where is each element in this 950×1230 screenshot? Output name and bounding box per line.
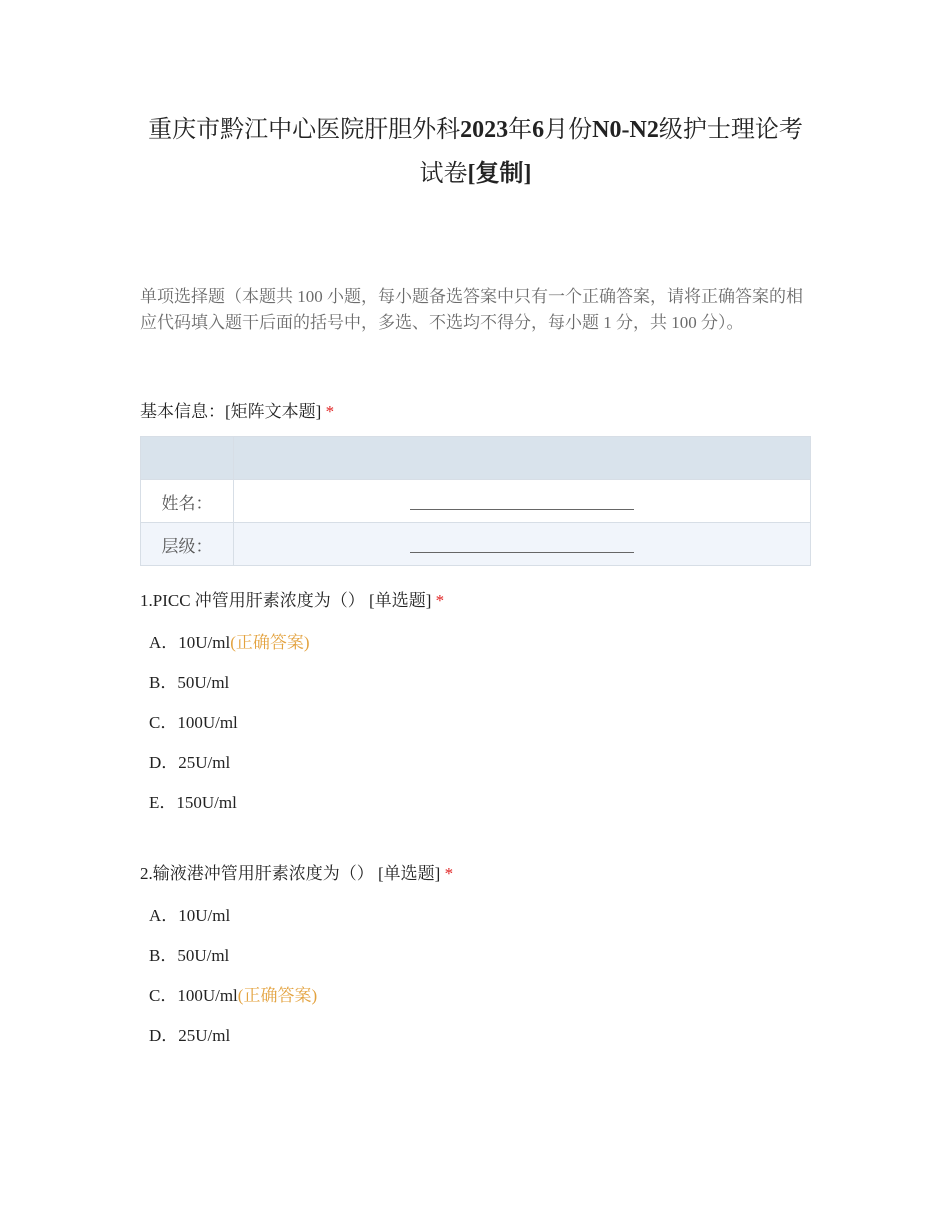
option-c[interactable] <box>149 976 811 1016</box>
option-text: B．50U/ml <box>149 673 230 692</box>
title-level: N0-N2 <box>592 117 659 143</box>
question-2 <box>140 862 811 1056</box>
option-text: A．10U/ml <box>149 633 231 652</box>
required-mark: * <box>325 402 335 421</box>
matrix-header-value-cell <box>234 437 811 480</box>
level-blank-line <box>410 538 634 553</box>
option-text: B．50U/ml <box>149 946 230 965</box>
page-title <box>140 108 811 196</box>
option-d[interactable] <box>149 1016 811 1056</box>
option-text: E．150U/ml <box>149 793 237 812</box>
required-mark: * <box>444 864 454 883</box>
question-2-options <box>140 896 811 1056</box>
name-label: 姓名： <box>141 480 234 523</box>
title-copy: [复制] <box>467 161 532 187</box>
option-b[interactable] <box>149 936 811 976</box>
title-part1: 重庆市黔江中心医院肝胆外科 <box>148 117 461 143</box>
question-1 <box>140 589 811 823</box>
name-blank-line <box>410 495 634 510</box>
level-label: 层级： <box>141 523 234 566</box>
instructions-text: 单项选择题（本题共 100 小题，每小题备选答案中只有一个正确答案，请将正确答案的相应代码填入题干后面的括号中，多选、不选均不得分，每小题 1 分，共 100 分）。 <box>140 287 803 332</box>
basic-info-label <box>140 400 811 424</box>
question-stem <box>140 862 811 886</box>
option-text: C．100U/ml <box>149 713 238 732</box>
basic-info-title: 基本信息：[矩阵文本题] <box>140 402 322 421</box>
matrix-row-level <box>141 523 811 566</box>
level-input[interactable] <box>234 523 811 566</box>
matrix-header-label-cell <box>141 437 234 480</box>
matrix-header-row <box>141 437 811 480</box>
option-a[interactable] <box>149 623 811 663</box>
title-part2: 年 <box>508 117 533 143</box>
question-1-text: 1.PICC 冲管用肝素浓度为（） [单选题] <box>140 591 432 610</box>
required-mark: * <box>435 591 445 610</box>
option-text: D．25U/ml <box>149 753 231 772</box>
option-text: D．25U/ml <box>149 1026 231 1045</box>
option-b[interactable] <box>149 663 811 703</box>
exam-page <box>140 0 811 1056</box>
option-text: C．100U/ml <box>149 986 238 1005</box>
name-input[interactable] <box>234 480 811 523</box>
title-part4: 级护士理论考试卷 <box>419 117 803 187</box>
title-year: 2023 <box>460 117 509 143</box>
title-part3: 月份 <box>544 117 593 143</box>
matrix-row-name <box>141 480 811 523</box>
basic-info-matrix <box>140 436 811 566</box>
option-d[interactable] <box>149 743 811 783</box>
option-a[interactable] <box>149 896 811 936</box>
option-text: A．10U/ml <box>149 906 231 925</box>
correct-answer-note: (正确答案) <box>230 633 310 652</box>
question-1-options <box>140 623 811 823</box>
correct-answer-note: (正确答案) <box>237 986 318 1005</box>
option-c[interactable] <box>149 703 811 743</box>
title-month: 6 <box>532 117 545 143</box>
question-2-text: 2.输液港冲管用肝素浓度为（） [单选题] <box>140 864 441 883</box>
question-stem <box>140 589 811 613</box>
option-e[interactable] <box>149 783 811 823</box>
